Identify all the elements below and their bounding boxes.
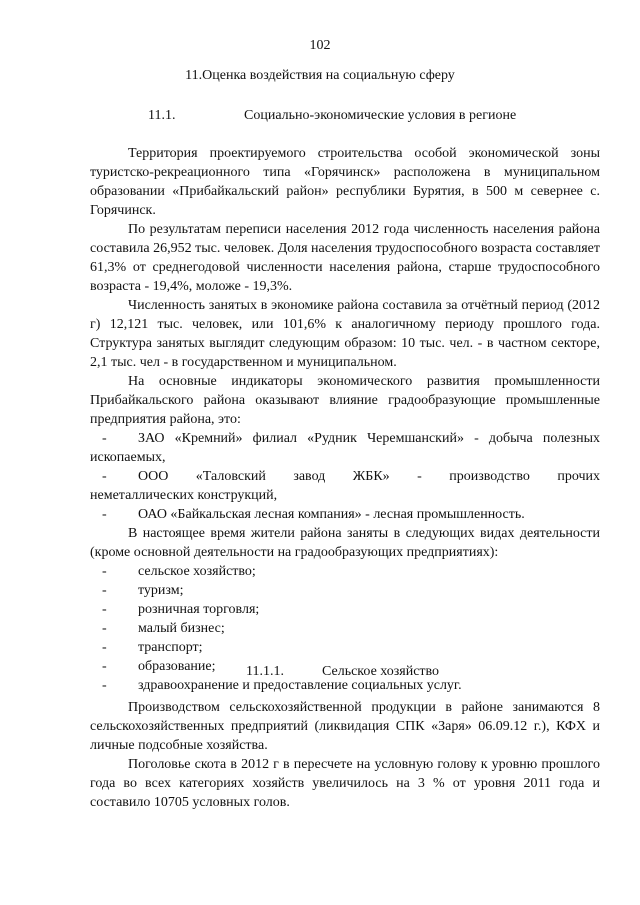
enterprise-list-item [90, 505, 600, 524]
list-item-text: ЗАО «Кремний» филиал «Рудник Черемшанский» - добыча полезных [138, 431, 600, 446]
activity-list-item [90, 581, 600, 600]
activity-list-item [90, 562, 600, 581]
activity-list-item [90, 638, 600, 657]
section-title: 11.Оценка воздействия на социальную сферу [185, 68, 455, 83]
list-dash: - [102, 431, 107, 446]
paragraph: Территория проектируемого строительства особой экономической зоны туристско-рекреационного типа «Горячинск» расположена в муниципальном образовании «Прибайкальский район» республики Бурятия, в 500 м севернее с. Горячинск. [90, 146, 600, 218]
activity-list-item [90, 619, 600, 638]
list-dash: - [102, 602, 107, 617]
list-item-text: туризм; [138, 583, 184, 598]
list-dash: - [102, 469, 107, 484]
subsubsection-number: 11.1.1. [246, 664, 284, 679]
list-item-text: ОАО «Байкальская лесная компания» - лесная промышленность. [138, 507, 525, 522]
list-dash: - [102, 640, 107, 655]
list-item-text: транспорт; [138, 640, 203, 655]
activity-list-item [90, 600, 600, 619]
list-dash: - [102, 621, 107, 636]
list-item-text: малый бизнес; [138, 621, 225, 636]
paragraph: В настоящее время жители района заняты в следующих видах деятельности (кроме основной деятельности на градообразующих предприятиях): [90, 526, 600, 560]
paragraph: Производством сельскохозяйственной продукции в районе занимаются 8 сельскохозяйственных предприятий (ликвидация СПК «Заря» 06.09.12 г.), КФХ и личные подсобные хозяйства. [90, 700, 600, 753]
subsection-heading [148, 106, 516, 125]
paragraph: На основные индикаторы экономического развития промышленности Прибайкальского района оказывают влияние градообразующие промышленные предприятия района, это: [90, 374, 600, 427]
list-item-text-cont: ископаемых, [90, 450, 166, 465]
list-item-text: сельское хозяйство; [138, 564, 256, 579]
paragraph: Численность занятых в экономике района составила за отчётный период (2012 г) 12,121 тыс. человек, или 101,6% к аналогичному периоду прошлого года. Структура занятых выглядит следующим образом: 10 тыс. чел. - в частном секторе, 2,1 тыс. чел - в государственном и муниципальном. [90, 298, 600, 370]
subsubsection-heading [246, 662, 439, 681]
list-item-text: розничная торговля; [138, 602, 260, 617]
list-item-text: ООО «Таловский завод ЖБК» - производство прочих [138, 469, 600, 484]
enterprise-list-item [90, 467, 600, 505]
subsection-title: Социально-экономические условия в регионе [244, 108, 517, 123]
subsubsection-body [90, 698, 600, 812]
list-dash: - [102, 507, 107, 522]
list-dash: - [102, 583, 107, 598]
list-item-text-cont: неметаллических конструкций, [90, 488, 278, 503]
list-item-text: здравоохранение и предоставление социальных услуг. [138, 678, 462, 693]
list-dash: - [102, 678, 107, 693]
paragraph: По результатам переписи населения 2012 года численность населения района составила 26,952 тыс. человек. Доля населения трудоспособного возраста составляет 61,3% от среднегодовой численности населения района, старше трудоспособного возраста - 19,4%, моложе - 19,3%. [90, 222, 600, 294]
list-dash: - [102, 659, 107, 674]
page-number: 102 [309, 38, 331, 53]
list-dash: - [102, 564, 107, 579]
paragraph: Поголовье скота в 2012 г в пересчете на условную голову к уровню прошлого года во всех категориях хозяйств увеличилось на 3 % от уровня 2011 года и составило 10705 условных голов. [90, 757, 600, 810]
subsection-number: 11.1. [148, 108, 176, 123]
subsubsection-title: Сельское хозяйство [322, 664, 440, 679]
section-body [90, 144, 600, 695]
enterprise-list-item [90, 429, 600, 467]
list-item-text: образование; [138, 659, 216, 674]
